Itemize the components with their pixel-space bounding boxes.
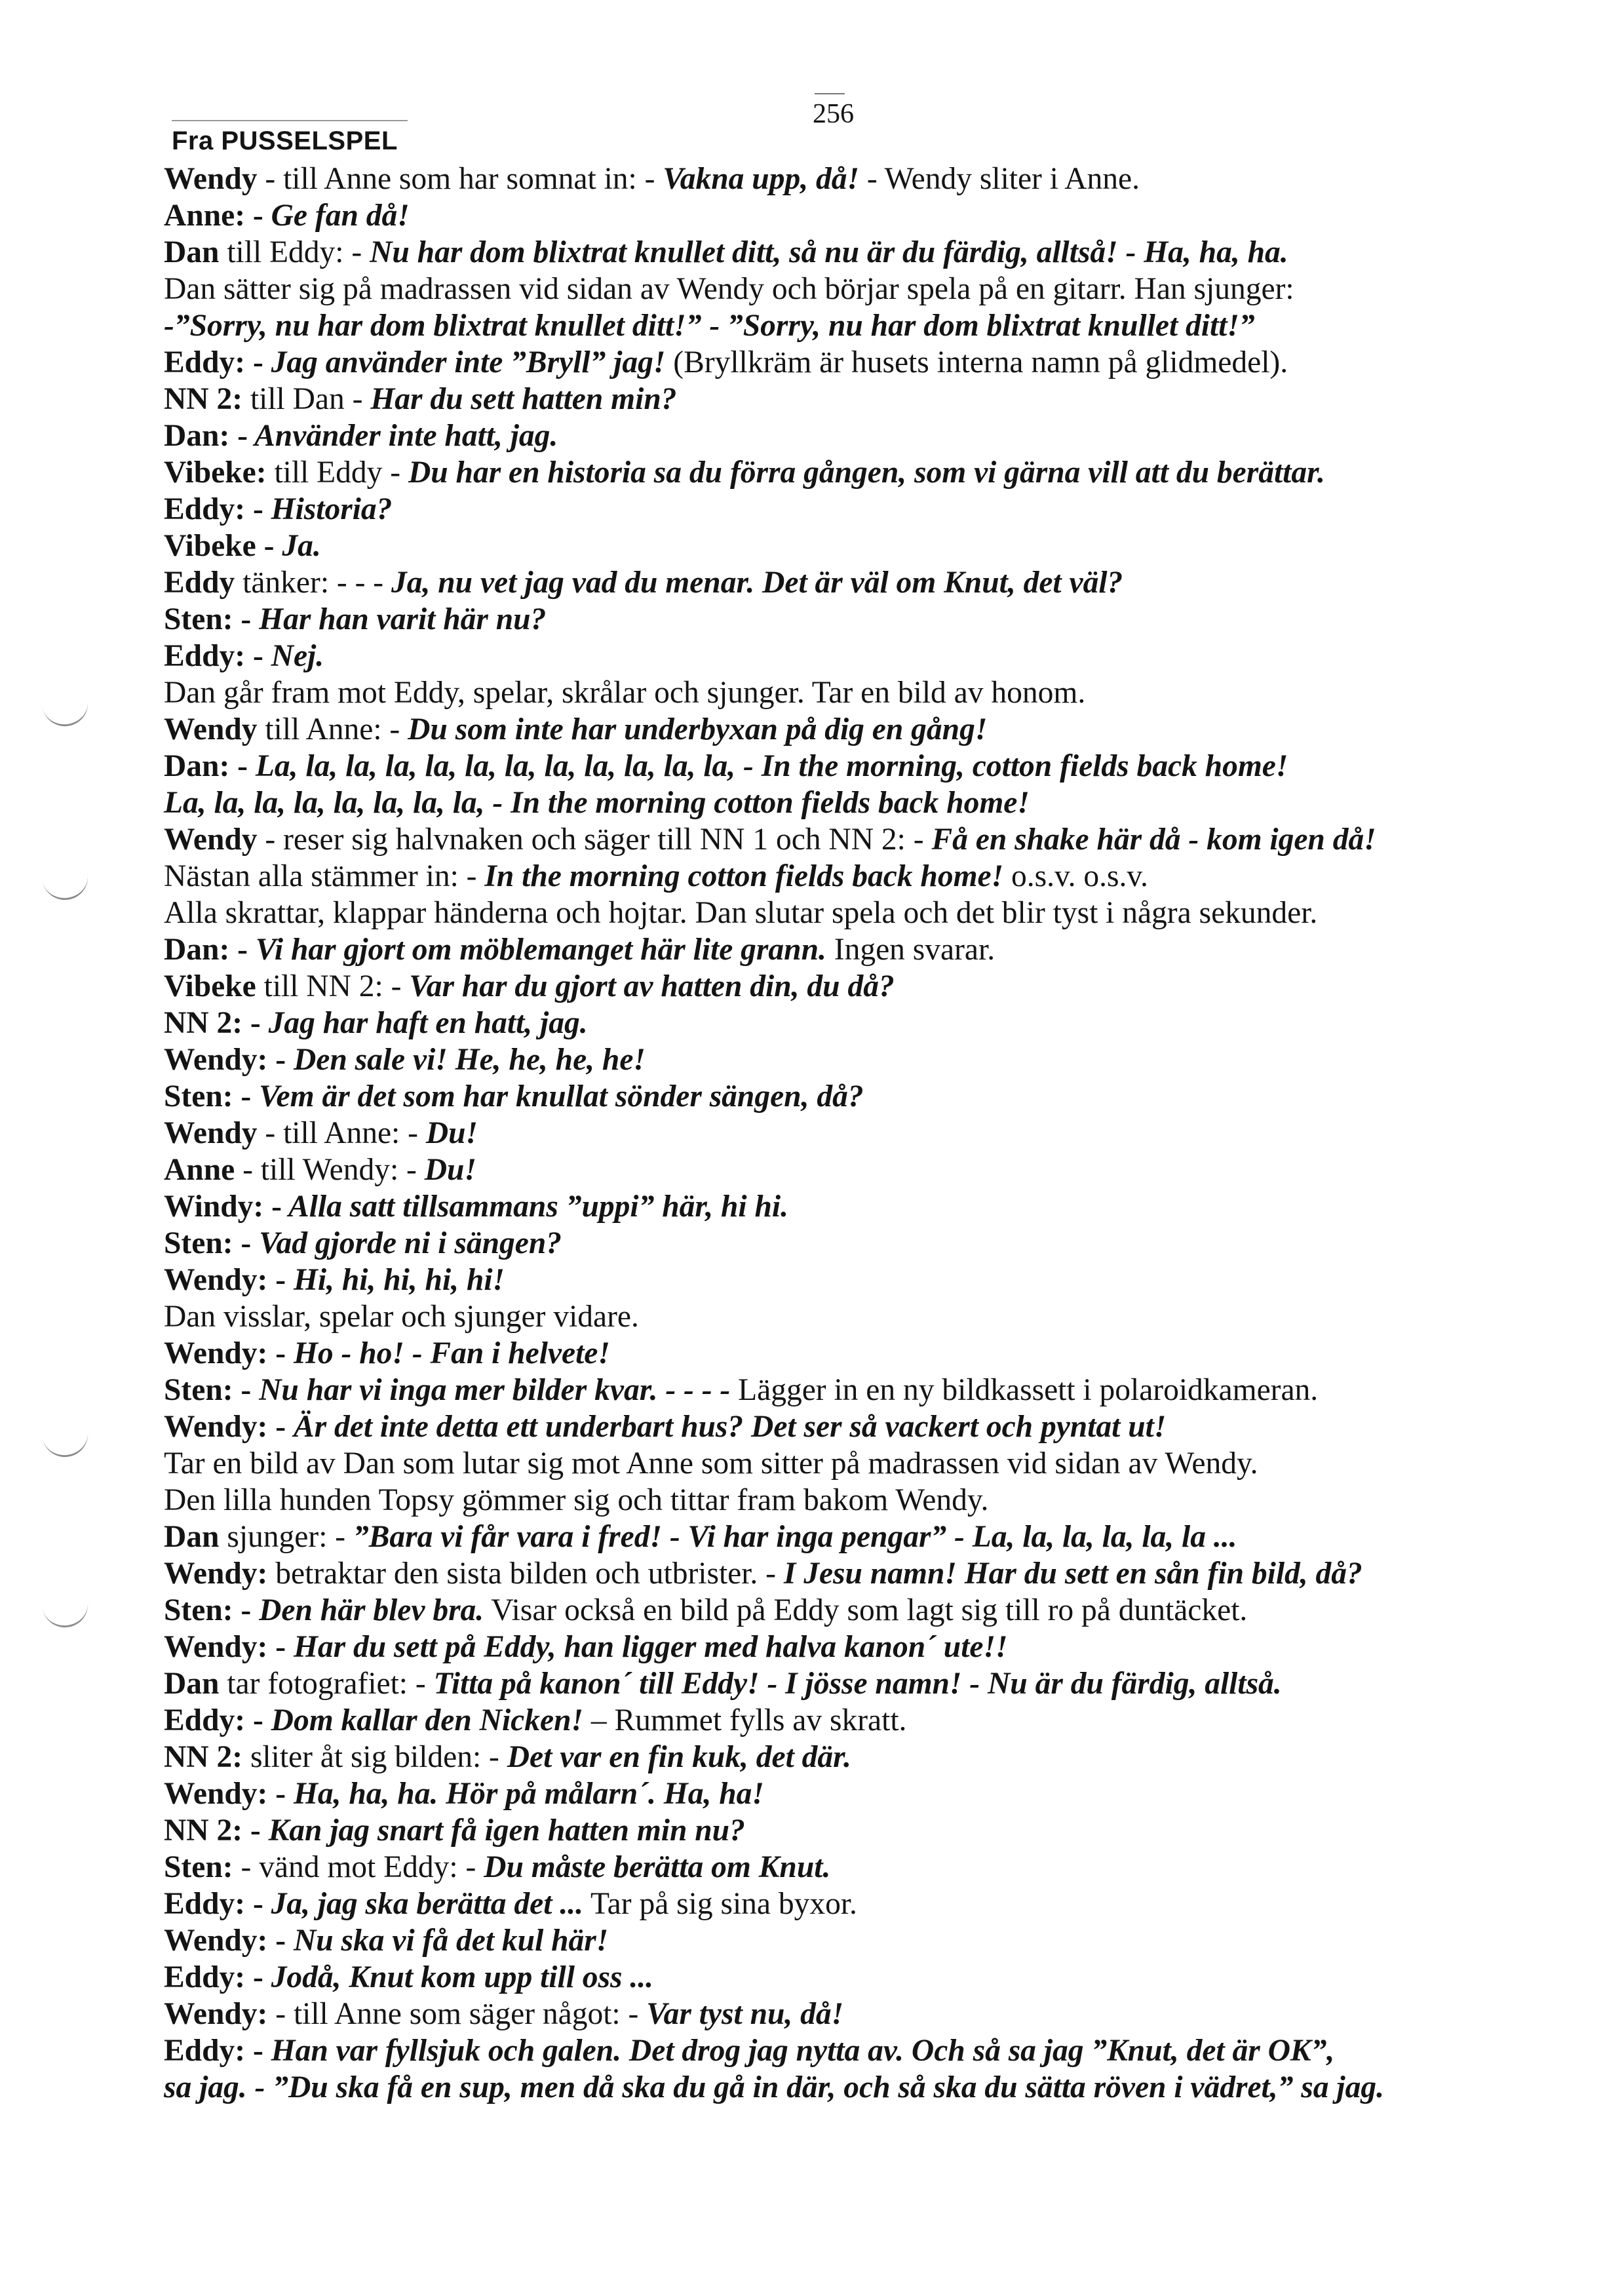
speaker-label: Wendy — [164, 823, 258, 857]
spoken-line: Du! — [424, 1153, 476, 1187]
script-line — [164, 271, 1514, 307]
spoken-line: Nu ska vi få det kul här! — [286, 1924, 609, 1958]
spoken-line: Nu har dom blixtrat knullet ditt, så nu är du färdig, alltså! - Ha, ha, ha. — [370, 235, 1288, 269]
script-line — [164, 1959, 1514, 1996]
speaker-label: NN 2: - — [164, 1813, 261, 1848]
speaker-label: Wendy: - — [164, 1777, 286, 1811]
speaker-label: Wendy: - — [164, 1336, 286, 1370]
stage-direction: betraktar den sista bilden och utbrister. - — [267, 1557, 784, 1591]
speaker-label: Dan — [164, 1667, 220, 1701]
script-line — [164, 491, 1514, 528]
speaker-label: Dan — [164, 1520, 220, 1554]
script-line — [164, 1555, 1514, 1592]
stage-direction: - vänd mot Eddy: - — [233, 1850, 484, 1884]
script-line — [164, 1629, 1514, 1665]
spoken-line: Dom kallar den Nicken! — [263, 1703, 583, 1737]
speaker-label: Wendy: — [164, 1997, 268, 2031]
script-line — [164, 674, 1514, 711]
script-line — [164, 528, 1514, 564]
script-line — [164, 785, 1514, 821]
stage-direction: Lägger in en ny bildkassett i polaroidkameran. — [730, 1373, 1319, 1407]
spoken-line: Har du sett hatten min? — [370, 382, 677, 416]
stage-direction: tar fotografiet: - — [219, 1667, 434, 1701]
stage-direction: - till Anne som har somnat in: - — [257, 162, 663, 196]
speaker-label: Eddy: - — [164, 345, 263, 379]
spoken-line: Nej. — [263, 639, 324, 673]
punch-hole-mark — [41, 1596, 90, 1630]
script-line — [164, 711, 1514, 748]
spoken-line: Var har du gjort av hatten din, du då? — [409, 969, 895, 1003]
speaker-label: Sten: - — [164, 1373, 252, 1407]
script-line — [164, 1335, 1514, 1372]
spoken-line: Få en shake här då - kom igen då! — [931, 823, 1376, 857]
punch-hole-mark — [41, 868, 90, 902]
stage-direction: Den lilla hunden Topsy gömmer sig och tittar fram bakom Wendy. — [164, 1483, 989, 1517]
script-line — [164, 1592, 1514, 1629]
script-line — [164, 381, 1514, 417]
spoken-line: Du måste berätta om Knut. — [484, 1850, 831, 1884]
speaker-label: Sten: - — [164, 1079, 252, 1114]
speaker-label: Wendy: — [164, 1557, 268, 1591]
script-line — [164, 1665, 1514, 1702]
script-line — [164, 1262, 1514, 1298]
stage-direction: o.s.v. o.s.v. — [1003, 859, 1148, 893]
script-line — [164, 197, 1514, 234]
stage-direction: till Anne: - — [257, 712, 408, 746]
stage-direction: Tar på sig sina byxor. — [583, 1887, 857, 1921]
speaker-label: Eddy: - — [164, 1703, 263, 1737]
speaker-label: Dan — [164, 235, 220, 269]
spoken-line: Historia? — [263, 492, 393, 526]
spoken-line: Vakna upp, då! — [663, 162, 859, 196]
speaker-label: Dan: - — [164, 749, 248, 783]
speaker-label: Wendy — [164, 712, 258, 746]
spoken-line: Ge fan då! — [263, 199, 410, 233]
script-line — [164, 344, 1514, 381]
source-title: Fra PUSSELSPEL — [172, 126, 398, 155]
speaker-label: NN 2: - — [164, 1006, 261, 1040]
script-line — [164, 895, 1514, 931]
script-line — [164, 1188, 1514, 1225]
script-line — [164, 234, 1514, 271]
spoken-line: Du har en historia sa du förra gången, som vi gärna vill att du berättar. — [408, 455, 1325, 490]
speaker-label: Eddy: - — [164, 2034, 263, 2068]
speaker-label: Vibeke — [164, 969, 256, 1003]
speaker-label: NN 2: — [164, 382, 243, 416]
speaker-label: Sten: — [164, 1850, 233, 1884]
speaker-label: Sten: - — [164, 602, 252, 636]
speaker-label: Wendy: - — [164, 1043, 286, 1077]
stage-direction: sjunger: - — [219, 1520, 353, 1554]
spoken-line: Kan jag snart få igen hatten min nu? — [260, 1813, 745, 1848]
spoken-line: -”Sorry, nu har dom blixtrat knullet ditt!” - ”Sorry, nu har dom blixtrat knullet ditt!” — [164, 309, 1255, 343]
spoken-line: Nu har vi inga mer bilder kvar. - - - - — [251, 1373, 731, 1407]
speaker-label: Wendy — [164, 1116, 258, 1150]
stage-direction: - till Anne som säger något: - — [267, 1997, 647, 2031]
script-line — [164, 858, 1514, 895]
stage-direction: till NN 2: - — [256, 969, 410, 1003]
speaker-label: Sten: - — [164, 1593, 252, 1627]
spoken-line: Hi, hi, hi, hi, hi! — [286, 1263, 505, 1297]
stage-direction: Dan sätter sig på madrassen vid sidan av Wendy och börjar spela på en gitarr. Han sjunger: — [164, 272, 1294, 306]
script-line — [164, 1005, 1514, 1041]
spoken-line: Ho - ho! - Fan i helvete! — [286, 1336, 610, 1370]
speaker-label: Eddy: - — [164, 1887, 263, 1921]
spoken-line: Ja, jag ska berätta det ... — [263, 1887, 583, 1921]
script-line — [164, 1152, 1514, 1188]
spoken-line: Han var fyllsjuk och galen. Det drog jag nytta av. Och så sa jag ”Knut, det är OK”, — [263, 2034, 1335, 2068]
script-line — [164, 1298, 1514, 1335]
spoken-line: Du som inte har underbyxan på dig en gång! — [408, 712, 988, 746]
stage-direction: tänker: - - - — [235, 566, 391, 600]
spoken-line: I Jesu namn! Har du sett en sån fin bild, då? — [783, 1557, 1363, 1591]
spoken-line: ”Bara vi får vara i fred! - Vi har inga pengar” - La, la, la, la, la, la ... — [353, 1520, 1237, 1554]
speaker-label: Wendy: - — [164, 1263, 286, 1297]
script-line — [164, 638, 1514, 674]
script-line — [164, 1115, 1514, 1152]
script-line — [164, 1922, 1514, 1959]
speaker-label: Wendy: - — [164, 1410, 286, 1444]
stage-direction: - Wendy sliter i Anne. — [859, 162, 1140, 196]
spoken-line: Det var en fin kuk, det där. — [507, 1740, 851, 1774]
page-number-rule — [815, 93, 845, 94]
speaker-label: Anne — [164, 1153, 235, 1187]
stage-direction: till Eddy - — [266, 455, 408, 490]
script-line — [164, 1702, 1514, 1739]
script-line — [164, 307, 1514, 344]
script-line — [164, 1519, 1514, 1555]
script-line — [164, 1225, 1514, 1262]
speaker-label: Eddy — [164, 566, 235, 600]
stage-direction: Nästan alla stämmer in: - — [164, 859, 485, 893]
speaker-label: Dan: - — [164, 419, 248, 453]
spoken-line: Har du sett på Eddy, han ligger med halva kanon´ ute!! — [286, 1630, 1008, 1664]
speaker-label: Windy: - — [164, 1190, 282, 1224]
speaker-label: Wendy: - — [164, 1630, 286, 1664]
spoken-line: La, la, la, la, la, la, la, la, la, la, la, la, - In the morning, cotton fields back home! — [247, 749, 1288, 783]
script-line — [164, 454, 1514, 491]
spoken-line: Titta på kanon´ till Eddy! - I jösse namn! - Nu är du färdig, alltså. — [433, 1667, 1282, 1701]
script-line — [164, 1996, 1514, 2032]
script-line — [164, 2069, 1514, 2106]
speaker-label: Sten: - — [164, 1226, 252, 1260]
spoken-line: Vem är det som har knullat sönder sängen, då? — [251, 1079, 864, 1114]
spoken-line: Alla satt tillsammans ”uppi” här, hi hi. — [281, 1190, 788, 1224]
script-line — [164, 821, 1514, 858]
script-line — [164, 1886, 1514, 1922]
speaker-label: Wendy: - — [164, 1924, 286, 1958]
stage-direction: – Rummet fylls av skratt. — [583, 1703, 907, 1737]
speaker-label: Wendy — [164, 162, 258, 196]
spoken-line: Du! — [425, 1116, 478, 1150]
spoken-line: Använder inte hatt, jag. — [247, 419, 558, 453]
spoken-line: Har han varit här nu? — [251, 602, 547, 636]
speaker-label: Vibeke: — [164, 455, 267, 490]
spoken-line: Ja. — [274, 529, 321, 563]
stage-direction: till Eddy: - — [219, 235, 370, 269]
script-line — [164, 1372, 1514, 1408]
stage-direction: Ingen svarar. — [826, 933, 996, 967]
stage-direction: sliter åt sig bilden: - — [242, 1740, 507, 1774]
script-line — [164, 1078, 1514, 1115]
spoken-line: Vad gjorde ni i sängen? — [251, 1226, 562, 1260]
stage-direction: - reser sig halvnaken och säger till NN 1 och NN 2: - — [257, 823, 932, 857]
script-line — [164, 968, 1514, 1005]
stage-direction: (Bryllkräm är husets interna namn på glidmedel). — [665, 345, 1288, 379]
source-rule — [172, 120, 408, 121]
script-line — [164, 2032, 1514, 2069]
stage-direction: Dan visslar, spelar och sjunger vidare. — [164, 1300, 639, 1334]
script-line — [164, 601, 1514, 638]
spoken-line: Den sale vi! He, he, he, he! — [286, 1043, 646, 1077]
spoken-line: Jag använder inte ”Bryll” jag! — [263, 345, 666, 379]
speaker-label: Eddy: - — [164, 492, 263, 526]
spoken-line: Ha, ha, ha. Hör på målarn´. Ha, ha! — [286, 1777, 764, 1811]
spoken-line: La, la, la, la, la, la, la, la, - In the morning cotton fields back home! — [164, 786, 1030, 820]
script-line — [164, 1849, 1514, 1886]
spoken-line: Den här blev bra. — [251, 1593, 484, 1627]
spoken-line: Vi har gjort om möblemanget här lite grann. — [247, 933, 826, 967]
script-line — [164, 931, 1514, 968]
script-line — [164, 1775, 1514, 1812]
spoken-line: Ja, nu vet jag vad du menar. Det är väl om Knut, det väl? — [391, 566, 1123, 600]
page-number: 256 — [813, 99, 854, 129]
speaker-label: NN 2: — [164, 1740, 243, 1774]
speaker-label: Dan: - — [164, 933, 248, 967]
speaker-label: Eddy: - — [164, 639, 263, 673]
spoken-line: Jodå, Knut kom upp till oss ... — [263, 1960, 653, 1994]
speaker-label: Eddy: - — [164, 1960, 263, 1994]
script-line — [164, 1482, 1514, 1519]
script-line — [164, 1445, 1514, 1482]
script-body — [164, 161, 1514, 2106]
spoken-line: Är det inte detta ett underbart hus? Det ser så vackert och pyntat ut! — [286, 1410, 1167, 1444]
stage-direction: Tar en bild av Dan som lutar sig mot Anne som sitter på madrassen vid sidan av Wendy. — [164, 1446, 1258, 1481]
stage-direction: Alla skrattar, klappar händerna och hojtar. Dan slutar spela och det blir tyst i några sekunder. — [164, 896, 1318, 930]
punch-hole-mark — [41, 695, 90, 729]
stage-direction: - till Wendy: - — [235, 1153, 425, 1187]
script-line — [164, 1041, 1514, 1078]
stage-direction: Dan går fram mot Eddy, spelar, skrålar och sjunger. Tar en bild av honom. — [164, 676, 1086, 710]
spoken-line: Jag har haft en hatt, jag. — [260, 1006, 588, 1040]
spoken-line: In the morning cotton fields back home! — [484, 859, 1004, 893]
script-line — [164, 748, 1514, 785]
speaker-label: Anne: - — [164, 199, 263, 233]
spoken-line: Var tyst nu, då! — [646, 1997, 844, 2031]
stage-direction: - till Anne: - — [257, 1116, 426, 1150]
stage-direction: Visar också en bild på Eddy som lagt sig till ro på duntäcket. — [484, 1593, 1248, 1627]
stage-direction: till Dan - — [242, 382, 371, 416]
script-line — [164, 1408, 1514, 1445]
script-line — [164, 1739, 1514, 1775]
spoken-line: sa jag. - ”Du ska få en sup, men då ska du gå in där, och så ska du sätta röven i vädret,” sa jag. — [164, 2070, 1384, 2104]
script-line — [164, 564, 1514, 601]
script-line — [164, 161, 1514, 197]
script-line — [164, 417, 1514, 454]
speaker-label: Vibeke - — [164, 529, 275, 563]
script-line — [164, 1812, 1514, 1849]
punch-hole-mark — [41, 1425, 90, 1460]
